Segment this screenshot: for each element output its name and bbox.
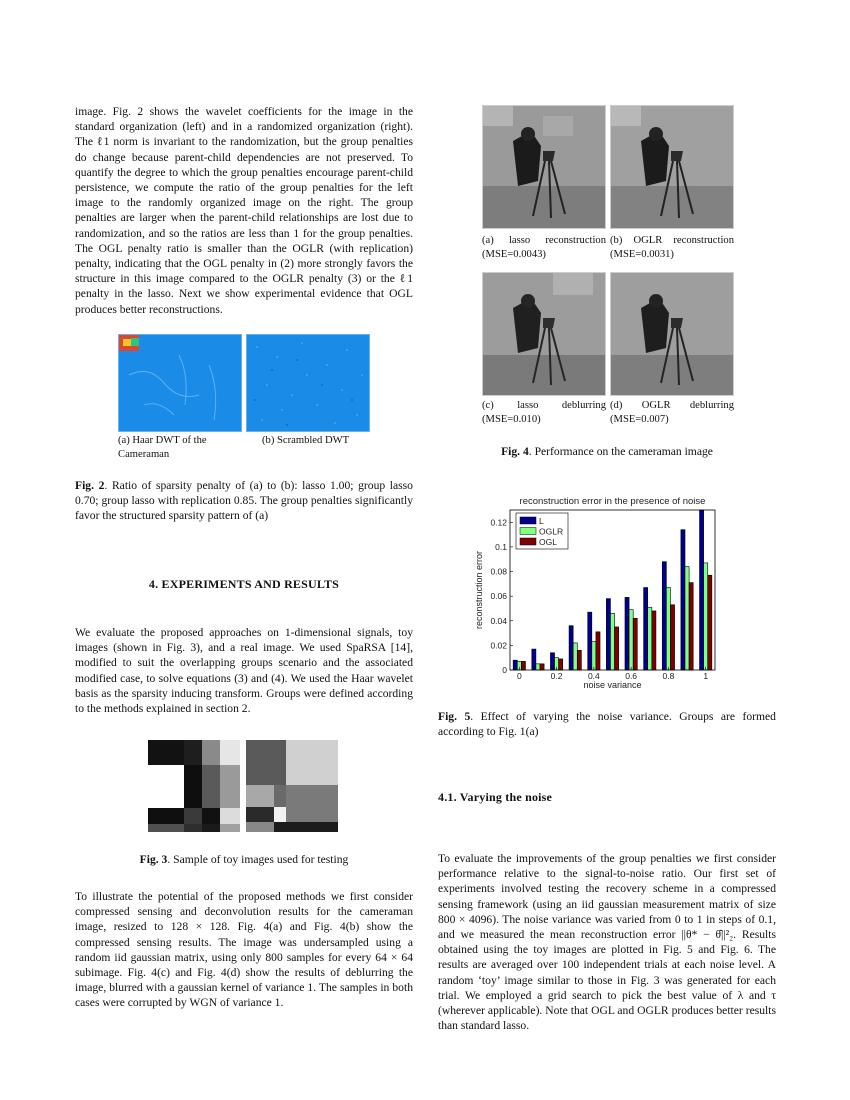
- fig3-toy-image-2: [246, 740, 338, 832]
- y-tick-label: 0.08: [490, 566, 507, 577]
- fig4-label: Fig. 4: [501, 445, 529, 458]
- legend-swatch-l: [520, 517, 536, 524]
- fig5-caption: [438, 709, 776, 739]
- compressed-sensing-paragraph: To illustrate the potential of the proposed methods we first consider compressed sensing and deconvolution results for the cameraman image, resized to 128 × 128. Fig. 4(a) and Fig. 4(b) show the compressed sensing results. The image was undersampled using a random iid gaussian matrix, using only 800 samples for every 64 × 64 subimage. Fig. 4(c) and Fig. 4(d) show the results of deblurring the image, blurred with a gaussian kernel of variance 1. The samples in both cases were corrupted by WGN of variance 1.: [75, 890, 413, 1010]
- x-tick-label: 0: [516, 671, 522, 681]
- bar-ogl-1: [540, 664, 544, 670]
- x-axis-label: noise variance: [583, 680, 642, 690]
- subsection-heading: 4.1. Varying the noise: [438, 790, 553, 804]
- fig4-subcaption-c: (c) lasso deblurring (MSE=0.010): [482, 400, 606, 425]
- bar-oglr-8: [666, 588, 670, 670]
- x-tick-label: 1: [703, 671, 709, 681]
- bar-l-5: [606, 599, 610, 670]
- bar-l-10: [700, 510, 704, 670]
- bar-oglr-10: [704, 563, 708, 670]
- bar-ogl-6: [633, 618, 637, 670]
- fig3-caption: [75, 852, 413, 867]
- bar-l-1: [532, 649, 536, 670]
- fig4-subcaption-b: (b) OGLR reconstruction (MSE=0.0031): [610, 235, 734, 260]
- bar-ogl-10: [708, 575, 712, 670]
- fig2-subcaption-b: (b) Scrambled DWT: [262, 435, 350, 446]
- chart-title: reconstruction error in the presence of noise: [519, 496, 706, 507]
- fig4-oglr-reconstruction-image: [610, 105, 734, 229]
- y-tick-label: 0.04: [490, 615, 507, 626]
- fig5-bar-chart: [470, 490, 730, 690]
- fig4-caption-text: . Performance on the cameraman image: [528, 445, 713, 458]
- bar-ogl-9: [689, 583, 693, 670]
- y-tick-label: 0.02: [490, 640, 507, 651]
- fig3-caption-text: . Sample of toy images used for testing: [167, 853, 349, 866]
- legend-swatch-oglr: [520, 528, 536, 535]
- bar-l-6: [625, 597, 629, 670]
- legend-label-l: L: [539, 516, 544, 526]
- legend-swatch-ogl: [520, 538, 536, 545]
- experiments-paragraph: We evaluate the proposed approaches on 1-dimensional signals, toy images (shown in Fig. 3), and a real image. We used SpaRSA [14], modified to suit the overlapping groups scenario and the associated modified case, to solve equations (3) and (4). We used the Haar wavelet basis as the sparsity inducing transform. Groups were defined according to the methods explained in section 2.: [75, 626, 413, 716]
- bar-ogl-7: [652, 611, 656, 670]
- bar-l-8: [662, 562, 666, 670]
- fig2-label: Fig. 2: [75, 479, 105, 492]
- bar-ogl-5: [615, 627, 619, 670]
- fig5-caption-text: . Effect of varying the noise variance. Groups are formed according to Fig. 1(a): [438, 710, 776, 738]
- legend-label-ogl: OGL: [539, 537, 557, 547]
- y-tick-label: 0: [502, 665, 507, 675]
- bar-l-7: [644, 588, 648, 670]
- intro-paragraph: image. Fig. 2 shows the wavelet coefficients for the image in the standard organization (left) and in a randomized organization (right). The ℓ1 norm is invariant to the randomization, but the group penalties do change because parent-child dependencies are not preserved. To quantify the degree to which the group penalties encourage parent-child persistence, we compute the ratio of the group penalties for the left image to the randomly organized image on the right. The group penalties are larger when the parent-child relationships are lost due to randomization, and so the ratios are less than 1 for the group penalties. The OGL penalty ratio is smaller than the OGLR (with replication) penalty, indicating that the OGL penalty in (2) more strongly favors the structure in this image compared to the OGLR penalty (3) or the ℓ1 penalty in the lasso. Next we show experimental evidence that OGL produces better reconstructions.: [75, 105, 413, 316]
- y-tick-label: 0.1: [495, 541, 507, 552]
- bar-ogl-2: [559, 659, 563, 670]
- bar-oglr-7: [648, 607, 652, 670]
- bar-oglr-4: [592, 642, 596, 670]
- x-tick-label: 0.2: [550, 671, 563, 681]
- bar-oglr-3: [573, 643, 577, 670]
- bar-ogl-8: [670, 605, 674, 670]
- bar-ogl-3: [577, 650, 581, 670]
- fig4-subcaption-a: (a) lasso reconstruction (MSE=0.0043): [482, 235, 606, 260]
- x-tick-label: 0.6: [625, 671, 638, 681]
- fig4-lasso-reconstruction-image: [482, 105, 606, 229]
- fig4-subcaption-d: (d) OGLR deblurring (MSE=0.007): [610, 400, 734, 425]
- bar-l-0: [513, 660, 517, 670]
- fig2-caption-text: . Ratio of sparsity penalty of (a) to (b): lasso 1.00; group lasso 0.70; group lasso with replication 0.85. The group penalties significantly favor the structured sparsity pattern of (a): [75, 479, 413, 522]
- bar-l-3: [569, 626, 573, 670]
- bar-oglr-1: [536, 664, 540, 670]
- fig4-lasso-deblurring-image: [482, 272, 606, 396]
- x-tick-label: 0.4: [587, 671, 600, 681]
- bar-oglr-9: [685, 567, 689, 670]
- bar-l-9: [681, 530, 685, 670]
- y-tick-label: 0.12: [490, 517, 507, 528]
- legend-label-oglr: OGLR: [539, 526, 564, 537]
- bar-ogl-4: [596, 632, 600, 670]
- fig4-oglr-deblurring-image: [610, 272, 734, 396]
- bar-oglr-6: [629, 610, 633, 670]
- bar-l-4: [588, 612, 592, 670]
- fig2-subcaption-a: (a) Haar DWT of the Cameraman: [118, 435, 207, 460]
- fig3-label: Fig. 3: [139, 853, 168, 866]
- bar-oglr-5: [610, 613, 614, 670]
- fig2-haar-dwt-image: [118, 334, 242, 432]
- fig2-caption: [75, 478, 413, 523]
- fig3-toy-image-1: [148, 740, 240, 832]
- x-tick-label: 0.8: [662, 671, 675, 681]
- fig2-scrambled-dwt-image: [246, 334, 370, 432]
- varying-noise-paragraph: To evaluate the improvements of the group penalties we first consider performance relative to the signal-to-noise ratio. Our first set of experiments involved testing the recovery scheme in a compressed sensing framework (using an iid gaussian measurement matrix of size 800 × 4096). The noise variance was varied from 0 to 1 in steps of 0.1, and we measured the mean reconstruction error ||θ* − θ̂||²₂. Results obtained using the toy images are plotted in Fig. 5 and Fig. 6. The results are averaged over 100 independent trials at each noise level. A random ‘toy’ image similar to those in Fig. 3 was generated for each trial. We employed a grid search to pick the best value of λ and τ (wherever applicable). Note that OGL and OGLR produces better results than standard lasso.: [438, 852, 776, 1033]
- bar-ogl-0: [521, 661, 525, 670]
- fig5-label: Fig. 5: [438, 710, 471, 723]
- bar-l-2: [550, 653, 554, 670]
- fig4-caption: [438, 444, 776, 459]
- section-heading: 4. EXPERIMENTS AND RESULTS: [148, 577, 340, 591]
- y-tick-label: 0.06: [490, 591, 507, 602]
- y-axis-label: reconstruction error: [474, 550, 484, 630]
